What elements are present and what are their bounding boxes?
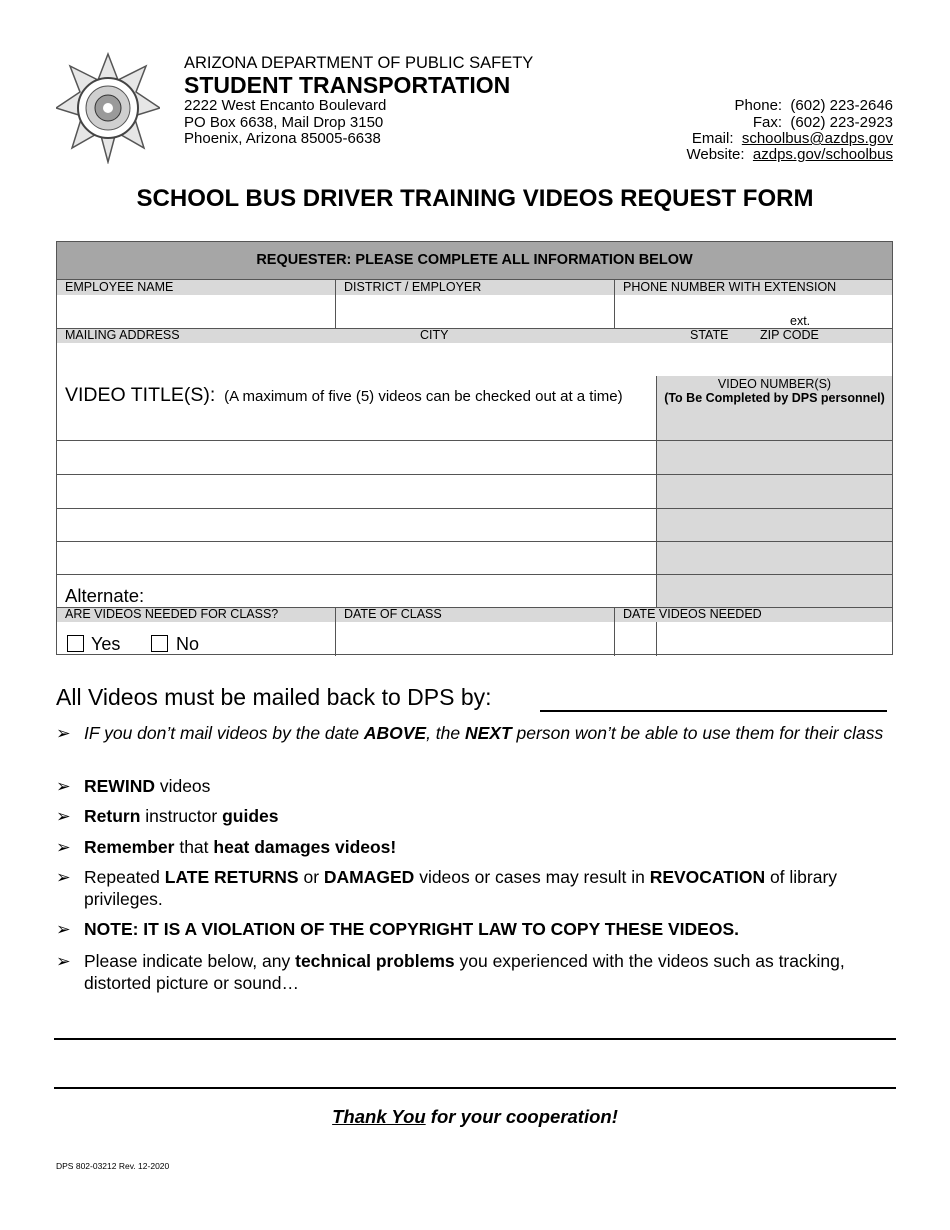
email-link[interactable]: schoolbus@azdps.gov — [741, 130, 893, 147]
phone-number-field[interactable] — [615, 295, 892, 329]
instruction-text-segment: person won’t be able to use them for their class — [511, 723, 884, 743]
employee-name-field[interactable] — [57, 295, 335, 329]
instruction-text-segment: Remember — [84, 837, 175, 857]
address-line: Phoenix, Arizona 85005-6638 — [184, 130, 381, 147]
arrow-bullet-icon: ➢ — [56, 837, 71, 857]
ext-label: ext. — [790, 314, 811, 328]
video-titles-label: VIDEO TITLE(S): — [65, 384, 216, 406]
fax-number: (602) 223-2923 — [790, 114, 893, 131]
instruction-text-segment: DAMAGED — [323, 867, 415, 887]
arrow-bullet-icon: ➢ — [56, 806, 71, 826]
instruction-text-segment: instructor — [140, 806, 223, 826]
instruction-text-segment: Please indicate below, any — [84, 951, 296, 971]
instruction-text-segment: NOTE: IT IS A VIOLATION OF THE COPYRIGHT LAW TO COPY THESE VIDEOS. — [84, 919, 740, 939]
alternate-video-field[interactable] — [57, 575, 656, 607]
thank-you-emphasis: Thank You — [332, 1106, 426, 1127]
instruction-text-segment: IF you don’t mail videos by the date — [84, 723, 364, 743]
form-banner — [57, 242, 892, 279]
video-title-field-1[interactable] — [57, 408, 656, 440]
video-numbers-note: (To Be Completed by DPS personnel) — [664, 391, 885, 405]
instruction-text — [84, 866, 901, 910]
instruction-text-segment: videos — [154, 776, 211, 796]
phone-extension-label: PHONE NUMBER WITH EXTENSION — [623, 280, 837, 294]
instruction-text-segment: LATE RETURNS — [164, 867, 299, 887]
instruction-text-segment: guides — [222, 806, 279, 826]
instruction-text — [84, 805, 901, 827]
website-contact — [686, 147, 893, 163]
phone-contact — [735, 98, 893, 114]
alternate-label: Alternate: — [65, 585, 145, 606]
instruction-text-segment: , the — [426, 723, 465, 743]
zip-code-label: ZIP CODE — [760, 328, 819, 342]
video-numbers-column — [657, 376, 892, 607]
state-trooper-star-badge-icon — [56, 52, 160, 164]
form-banner-text: REQUESTER: PLEASE COMPLETE ALL INFORMATION BELOW — [256, 252, 693, 268]
request-form-table — [56, 241, 893, 655]
no-checkbox[interactable] — [151, 635, 168, 652]
email-label: Email: — [691, 130, 734, 147]
instruction-text-segment: you experienced with the videos such as tracking, distorted picture or sound… — [84, 951, 845, 993]
website-label: Website: — [686, 146, 745, 163]
form-number-footer: DPS 802-03212 Rev. 12-2020 — [56, 1161, 170, 1171]
thank-you-rest: for your cooperation! — [425, 1106, 618, 1127]
mail-back-date-line[interactable] — [540, 710, 887, 712]
date-of-class-field[interactable] — [336, 622, 614, 654]
instruction-text-segment: REWIND — [84, 776, 155, 796]
instruction-text — [84, 918, 901, 940]
video-title-field-2[interactable] — [57, 441, 656, 474]
problems-answer-line[interactable] — [54, 1087, 896, 1089]
arrow-bullet-icon: ➢ — [56, 919, 71, 939]
instruction-text-segment: Return — [84, 806, 141, 826]
arrow-bullet-icon: ➢ — [56, 951, 71, 971]
instruction-item — [56, 866, 901, 910]
district-employer-label: DISTRICT / EMPLOYER — [344, 280, 482, 294]
arrow-bullet-icon: ➢ — [56, 867, 71, 887]
instruction-item — [56, 805, 901, 827]
instruction-item — [56, 918, 901, 940]
instruction-text — [84, 950, 901, 994]
instruction-text-segment: technical problems — [295, 951, 455, 971]
arrow-bullet-icon: ➢ — [56, 723, 71, 743]
date-of-class-label: DATE OF CLASS — [344, 607, 442, 621]
mailing-address-label: MAILING ADDRESS — [65, 328, 180, 342]
no-label: No — [176, 634, 200, 654]
form-title: SCHOOL BUS DRIVER TRAINING VIDEOS REQUEST FORM — [136, 185, 814, 212]
instruction-text — [84, 836, 901, 858]
instruction-text-segment: of library privileges. — [84, 867, 838, 909]
instruction-text-segment: that — [174, 837, 214, 857]
instruction-text-segment: NEXT — [465, 723, 512, 743]
phone-number: (602) 223-2646 — [790, 97, 893, 114]
department-name: STUDENT TRANSPORTATION — [184, 72, 511, 98]
instruction-text — [84, 775, 901, 797]
instruction-text-segment: heat damages videos! — [213, 837, 397, 857]
video-titles-heading — [65, 384, 623, 407]
video-title-field-5[interactable] — [57, 542, 656, 574]
date-videos-needed-field[interactable] — [615, 622, 892, 654]
agency-name: ARIZONA DEPARTMENT OF PUBLIC SAFETY — [184, 54, 534, 72]
problems-answer-line[interactable] — [54, 1038, 896, 1040]
instruction-item — [56, 950, 901, 994]
address-line: PO Box 6638, Mail Drop 3150 — [184, 114, 384, 131]
fax-contact — [753, 115, 893, 131]
instruction-item — [56, 775, 901, 797]
city-label: CITY — [420, 328, 449, 342]
video-titles-note: (A maximum of five (5) videos can be checked out at a time) — [224, 388, 623, 405]
video-numbers-label: VIDEO NUMBER(S) — [717, 377, 832, 391]
thank-you-message — [0, 1106, 950, 1128]
mail-back-statement: All Videos must be mailed back to DPS by: — [56, 684, 492, 710]
instruction-item — [56, 836, 901, 858]
needed-for-class-label: ARE VIDEOS NEEDED FOR CLASS? — [65, 607, 279, 621]
date-videos-needed-label: DATE VIDEOS NEEDED — [623, 607, 762, 621]
instruction-text-segment: REVOCATION — [649, 867, 766, 887]
instruction-text — [84, 722, 901, 744]
instruction-text-segment: videos or cases may result in — [414, 867, 650, 887]
video-title-field-3[interactable] — [57, 475, 656, 508]
mailing-address-field[interactable] — [57, 343, 892, 376]
yes-checkbox[interactable] — [67, 635, 84, 652]
video-title-field-4[interactable] — [57, 509, 656, 541]
fax-label: Fax: — [752, 114, 783, 131]
arrow-bullet-icon: ➢ — [56, 776, 71, 796]
district-employer-field[interactable] — [336, 295, 614, 329]
state-label: STATE — [690, 328, 729, 342]
instruction-text-segment: or — [298, 867, 324, 887]
email-contact — [692, 131, 893, 147]
website-link[interactable]: azdps.gov/schoolbus — [752, 146, 893, 163]
phone-label: Phone: — [734, 97, 783, 114]
instruction-text-segment: Repeated — [84, 867, 165, 887]
address-line: 2222 West Encanto Boulevard — [184, 97, 387, 114]
employee-name-label: EMPLOYEE NAME — [65, 280, 174, 294]
yes-label: Yes — [91, 634, 121, 654]
instruction-item — [56, 722, 901, 744]
instruction-text-segment: ABOVE — [363, 723, 427, 743]
